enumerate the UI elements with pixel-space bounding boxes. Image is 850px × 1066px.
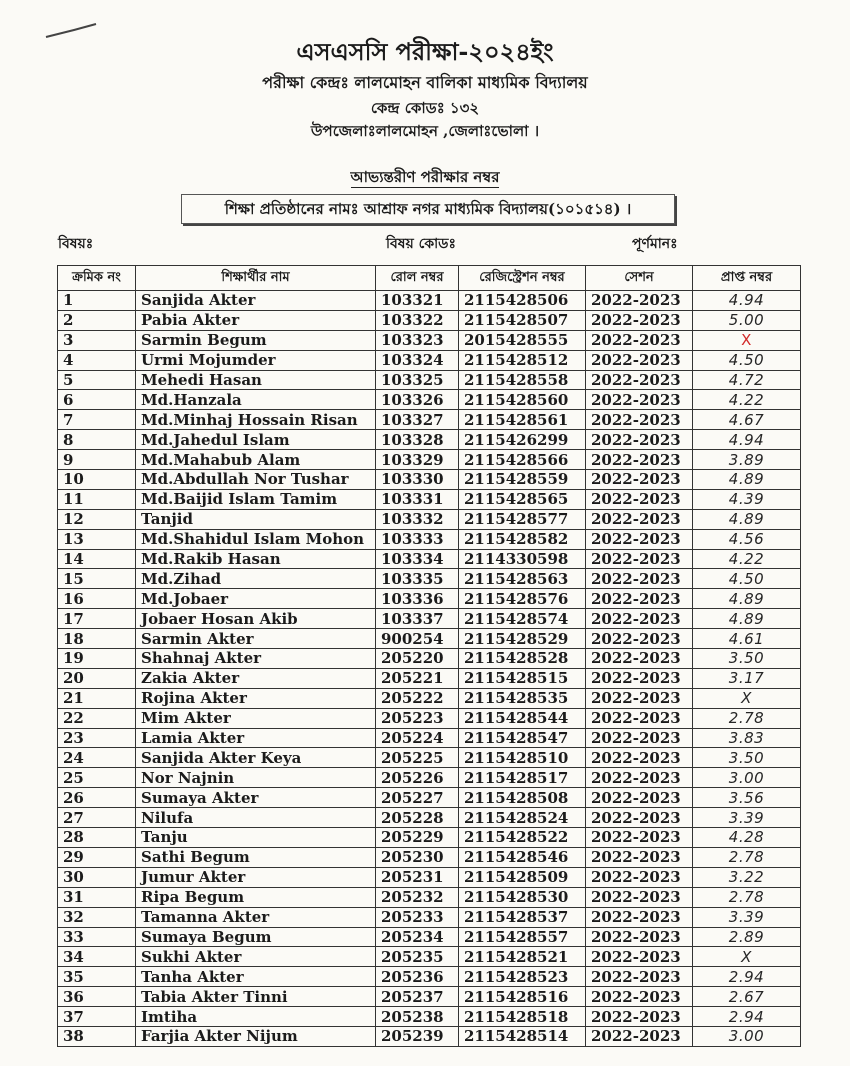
roll-cell: 103332 [376,509,459,529]
registration-cell: 2115428547 [459,728,586,748]
registration-cell: 2015428555 [459,330,586,350]
serial-cell: 4 [58,350,136,370]
marks-cell: 3.83 [693,728,801,748]
table-row [58,847,801,867]
registration-cell: 2115428509 [459,867,586,887]
roll-cell: 205231 [376,867,459,887]
session-cell: 2022-2023 [586,410,693,430]
student-name-cell: Pabia Akter [136,310,376,330]
roll-cell: 103337 [376,609,459,629]
roll-cell: 205235 [376,947,459,967]
student-name-cell: Jumur Akter [136,867,376,887]
marks-cell: 2.89 [693,927,801,947]
student-name-cell: Tanju [136,828,376,848]
serial-cell: 16 [58,589,136,609]
centre-code: কেন্দ্র কোডঃ ১৩২ [370,99,480,117]
registration-cell: 2115428577 [459,509,586,529]
exam-title: এসএসসি পরীক্ষা-২০২৪ইং [296,37,554,66]
marks-cell: 4.22 [693,390,801,410]
marks-cell: 4.28 [693,828,801,848]
student-name-cell: Imtiha [136,1007,376,1027]
student-name-cell: Zakia Akter [136,668,376,688]
serial-cell: 38 [58,1026,136,1046]
student-name-cell: Farjia Akter Nijum [136,1026,376,1046]
marks-cell: 5.00 [693,310,801,330]
table-row [58,887,801,907]
student-name-cell: Sathi Begum [136,847,376,867]
serial-cell: 23 [58,728,136,748]
roll-cell: 103328 [376,430,459,450]
serial-cell: 18 [58,629,136,649]
registration-cell: 2115428557 [459,927,586,947]
location-line: উপজেলাঃলালমোহন ,জেলাঃভোলা । [310,122,540,140]
roll-cell: 205221 [376,668,459,688]
marks-table [57,265,801,1047]
registration-cell: 2114330598 [459,549,586,569]
marks-cell: 3.00 [693,768,801,788]
registration-cell: 2115428524 [459,808,586,828]
table-row [58,609,801,629]
session-cell: 2022-2023 [586,927,693,947]
roll-cell: 205234 [376,927,459,947]
subject-label: বিষয়ঃ [58,236,94,252]
marks-cell: 3.00 [693,1026,801,1046]
table-row [58,788,801,808]
marks-cell: 3.17 [693,668,801,688]
table-row [58,509,801,529]
col-header-session: সেশন [586,266,693,291]
student-name-cell: Lamia Akter [136,728,376,748]
serial-cell: 9 [58,450,136,470]
table-row [58,907,801,927]
serial-cell: 27 [58,808,136,828]
student-name-cell: Shahnaj Akter [136,649,376,669]
roll-cell: 103327 [376,410,459,430]
session-cell: 2022-2023 [586,649,693,669]
serial-cell: 7 [58,410,136,430]
table-row [58,828,801,848]
session-cell: 2022-2023 [586,1026,693,1046]
session-cell: 2022-2023 [586,549,693,569]
table-row [58,470,801,490]
serial-cell: 12 [58,509,136,529]
registration-cell: 2115428565 [459,489,586,509]
full-marks-label: পূর্ণমানঃ [632,236,678,252]
registration-cell: 2115428514 [459,1026,586,1046]
session-cell: 2022-2023 [586,847,693,867]
roll-cell: 103324 [376,350,459,370]
roll-cell: 205226 [376,768,459,788]
student-name-cell: Tanjid [136,509,376,529]
student-name-cell: Urmi Mojumder [136,350,376,370]
session-cell: 2022-2023 [586,947,693,967]
table-row [58,330,801,350]
marks-cell: 2.78 [693,887,801,907]
registration-cell: 2115428546 [459,847,586,867]
serial-cell: 5 [58,370,136,390]
session-cell: 2022-2023 [586,708,693,728]
session-cell: 2022-2023 [586,450,693,470]
table-row [58,947,801,967]
student-name-cell: Md.Rakib Hasan [136,549,376,569]
serial-cell: 19 [58,649,136,669]
serial-cell: 30 [58,867,136,887]
student-name-cell: Mehedi Hasan [136,370,376,390]
serial-cell: 24 [58,748,136,768]
serial-cell: 25 [58,768,136,788]
registration-cell: 2115428537 [459,907,586,927]
serial-cell: 22 [58,708,136,728]
table-row [58,410,801,430]
student-name-cell: Ripa Begum [136,887,376,907]
serial-cell: 17 [58,609,136,629]
table-row [58,649,801,669]
marks-cell: 4.22 [693,549,801,569]
table-row [58,748,801,768]
table-row [58,927,801,947]
serial-cell: 13 [58,529,136,549]
table-row [58,1026,801,1046]
registration-cell: 2115428508 [459,788,586,808]
registration-cell: 2115426299 [459,430,586,450]
serial-cell: 32 [58,907,136,927]
registration-cell: 2115428512 [459,350,586,370]
student-name-cell: Sumaya Begum [136,927,376,947]
registration-cell: 2115428529 [459,629,586,649]
table-row [58,768,801,788]
registration-cell: 2115428561 [459,410,586,430]
table-row [58,370,801,390]
registration-cell: 2115428516 [459,987,586,1007]
registration-cell: 2115428530 [459,887,586,907]
serial-cell: 21 [58,688,136,708]
student-name-cell: Md.Zihad [136,569,376,589]
session-cell: 2022-2023 [586,668,693,688]
registration-cell: 2115428507 [459,310,586,330]
roll-cell: 103329 [376,450,459,470]
session-cell: 2022-2023 [586,867,693,887]
table-row [58,1007,801,1027]
session-cell: 2022-2023 [586,688,693,708]
student-name-cell: Tabia Akter Tinni [136,987,376,1007]
session-cell: 2022-2023 [586,509,693,529]
session-cell: 2022-2023 [586,470,693,490]
section-title-text: আভ্যন্তরীণ পরীক্ষার নম্বর [350,168,500,186]
marks-cell: X [693,330,801,350]
student-name-cell: Md.Abdullah Nor Tushar [136,470,376,490]
session-cell: 2022-2023 [586,350,693,370]
roll-cell: 205228 [376,808,459,828]
serial-cell: 1 [58,291,136,311]
marks-cell: 4.67 [693,410,801,430]
marks-cell: 4.94 [693,430,801,450]
registration-cell: 2115428510 [459,748,586,768]
serial-cell: 3 [58,330,136,350]
serial-cell: 28 [58,828,136,848]
marks-cell: 2.78 [693,708,801,728]
marks-cell: 4.39 [693,489,801,509]
student-name-cell: Jobaer Hosan Akib [136,609,376,629]
serial-cell: 15 [58,569,136,589]
registration-cell: 2115428523 [459,967,586,987]
marks-cell: 4.50 [693,569,801,589]
marks-cell: 2.94 [693,1007,801,1027]
session-cell: 2022-2023 [586,967,693,987]
marks-cell: 3.39 [693,907,801,927]
table-body [58,291,801,1047]
marks-cell: X [693,947,801,967]
marks-cell: 3.39 [693,808,801,828]
marks-cell: 2.94 [693,967,801,987]
marks-cell: 4.50 [693,350,801,370]
marks-cell: 3.50 [693,748,801,768]
marks-cell: 4.89 [693,470,801,490]
marks-cell: 4.89 [693,609,801,629]
serial-cell: 37 [58,1007,136,1027]
subject-code-label: বিষয় কোডঃ [386,236,456,252]
table-row [58,668,801,688]
registration-cell: 2115428517 [459,768,586,788]
student-name-cell: Md.Shahidul Islam Mohon [136,529,376,549]
marks-cell: 3.22 [693,867,801,887]
session-cell: 2022-2023 [586,987,693,1007]
serial-cell: 33 [58,927,136,947]
registration-cell: 2115428521 [459,947,586,967]
registration-cell: 2115428560 [459,390,586,410]
registration-cell: 2115428535 [459,688,586,708]
table-row [58,529,801,549]
table-row [58,310,801,330]
session-cell: 2022-2023 [586,808,693,828]
roll-cell: 205225 [376,748,459,768]
student-name-cell: Sarmin Akter [136,629,376,649]
roll-cell: 103325 [376,370,459,390]
student-name-cell: Tanha Akter [136,967,376,987]
table-row [58,569,801,589]
registration-cell: 2115428544 [459,708,586,728]
registration-cell: 2115428559 [459,470,586,490]
roll-cell: 205224 [376,728,459,748]
session-cell: 2022-2023 [586,768,693,788]
table-row [58,350,801,370]
student-name-cell: Md.Mahabub Alam [136,450,376,470]
serial-cell: 35 [58,967,136,987]
serial-cell: 10 [58,470,136,490]
roll-cell: 103322 [376,310,459,330]
table-row [58,489,801,509]
roll-cell: 103330 [376,470,459,490]
session-cell: 2022-2023 [586,748,693,768]
student-name-cell: Sumaya Akter [136,788,376,808]
student-name-cell: Md.Baijid Islam Tamim [136,489,376,509]
student-name-cell: Nor Najnin [136,768,376,788]
student-name-cell: Mim Akter [136,708,376,728]
marks-cell: 3.56 [693,788,801,808]
school-name-box: শিক্ষা প্রতিষ্ঠানের নামঃ আশ্রাফ নগর মাধ্যমিক বিদ্যালয়(১০১৫১৪) । [181,194,675,224]
table-row [58,430,801,450]
session-cell: 2022-2023 [586,430,693,450]
student-name-cell: Sanjida Akter Keya [136,748,376,768]
session-cell: 2022-2023 [586,609,693,629]
student-name-cell: Md.Hanzala [136,390,376,410]
serial-cell: 11 [58,489,136,509]
table-row [58,688,801,708]
table-row [58,728,801,748]
student-name-cell: Md.Jobaer [136,589,376,609]
marks-cell: 3.50 [693,649,801,669]
serial-cell: 8 [58,430,136,450]
session-cell: 2022-2023 [586,728,693,748]
roll-cell: 205220 [376,649,459,669]
roll-cell: 103331 [376,489,459,509]
table-row [58,390,801,410]
registration-cell: 2115428563 [459,569,586,589]
serial-cell: 2 [58,310,136,330]
exam-centre: পরীক্ষা কেন্দ্রঃ লালমোহন বালিকা মাধ্যমিক বিদ্যালয় [262,73,588,92]
marks-cell: 4.89 [693,509,801,529]
roll-cell: 103333 [376,529,459,549]
col-header-student-name: শিক্ষার্থীর নাম [136,266,376,291]
registration-cell: 2115428582 [459,529,586,549]
serial-cell: 29 [58,847,136,867]
marks-cell: 4.61 [693,629,801,649]
roll-cell: 103323 [376,330,459,350]
serial-cell: 14 [58,549,136,569]
student-name-cell: Tamanna Akter [136,907,376,927]
serial-cell: 20 [58,668,136,688]
registration-cell: 2115428528 [459,649,586,669]
student-name-cell: Sanjida Akter [136,291,376,311]
table-row [58,708,801,728]
roll-cell: 205223 [376,708,459,728]
table-row [58,967,801,987]
roll-cell: 103334 [376,549,459,569]
session-cell: 2022-2023 [586,291,693,311]
col-header-roll: রোল নম্বর [376,266,459,291]
registration-cell: 2115428576 [459,589,586,609]
student-name-cell: Md.Minhaj Hossain Risan [136,410,376,430]
roll-cell: 205229 [376,828,459,848]
session-cell: 2022-2023 [586,907,693,927]
marks-cell: 4.94 [693,291,801,311]
table-row [58,450,801,470]
col-header-marks: প্রাপ্ত নম্বর [693,266,801,291]
session-cell: 2022-2023 [586,589,693,609]
roll-cell: 205232 [376,887,459,907]
serial-cell: 36 [58,987,136,1007]
roll-cell: 205239 [376,1026,459,1046]
marks-cell: 2.67 [693,987,801,1007]
roll-cell: 103321 [376,291,459,311]
student-name-cell: Sukhi Akter [136,947,376,967]
registration-cell: 2115428515 [459,668,586,688]
registration-cell: 2115428566 [459,450,586,470]
registration-cell: 2115428558 [459,370,586,390]
serial-cell: 34 [58,947,136,967]
session-cell: 2022-2023 [586,489,693,509]
registration-cell: 2115428518 [459,1007,586,1027]
marks-cell: 2.78 [693,847,801,867]
session-cell: 2022-2023 [586,887,693,907]
roll-cell: 205230 [376,847,459,867]
table-header-row [58,266,801,291]
session-cell: 2022-2023 [586,788,693,808]
session-cell: 2022-2023 [586,828,693,848]
roll-cell: 103336 [376,589,459,609]
table-row [58,987,801,1007]
marks-cell: 4.89 [693,589,801,609]
serial-cell: 31 [58,887,136,907]
student-name-cell: Nilufa [136,808,376,828]
section-title [0,166,850,191]
session-cell: 2022-2023 [586,310,693,330]
serial-cell: 26 [58,788,136,808]
marks-cell: 4.72 [693,370,801,390]
student-name-cell: Md.Jahedul Islam [136,430,376,450]
registration-cell: 2115428522 [459,828,586,848]
session-cell: 2022-2023 [586,330,693,350]
session-cell: 2022-2023 [586,1007,693,1027]
table-row [58,549,801,569]
serial-cell: 6 [58,390,136,410]
roll-cell: 205222 [376,688,459,708]
student-name-cell: Sarmin Begum [136,330,376,350]
table-row [58,808,801,828]
table-row [58,291,801,311]
roll-cell: 900254 [376,629,459,649]
table-row [58,867,801,887]
roll-cell: 205237 [376,987,459,1007]
roll-cell: 205227 [376,788,459,808]
roll-cell: 205238 [376,1007,459,1027]
roll-cell: 205236 [376,967,459,987]
table-row [58,589,801,609]
roll-cell: 103335 [376,569,459,589]
marks-cell: 3.89 [693,450,801,470]
session-cell: 2022-2023 [586,370,693,390]
student-name-cell: Rojina Akter [136,688,376,708]
session-cell: 2022-2023 [586,529,693,549]
col-header-registration: রেজিস্ট্রেশন নম্বর [459,266,586,291]
registration-cell: 2115428574 [459,609,586,629]
session-cell: 2022-2023 [586,629,693,649]
col-header-serial: ক্রমিক নং [58,266,136,291]
registration-cell: 2115428506 [459,291,586,311]
roll-cell: 103326 [376,390,459,410]
marks-cell: X [693,688,801,708]
marks-cell: 4.56 [693,529,801,549]
session-cell: 2022-2023 [586,390,693,410]
table-row [58,629,801,649]
session-cell: 2022-2023 [586,569,693,589]
roll-cell: 205233 [376,907,459,927]
